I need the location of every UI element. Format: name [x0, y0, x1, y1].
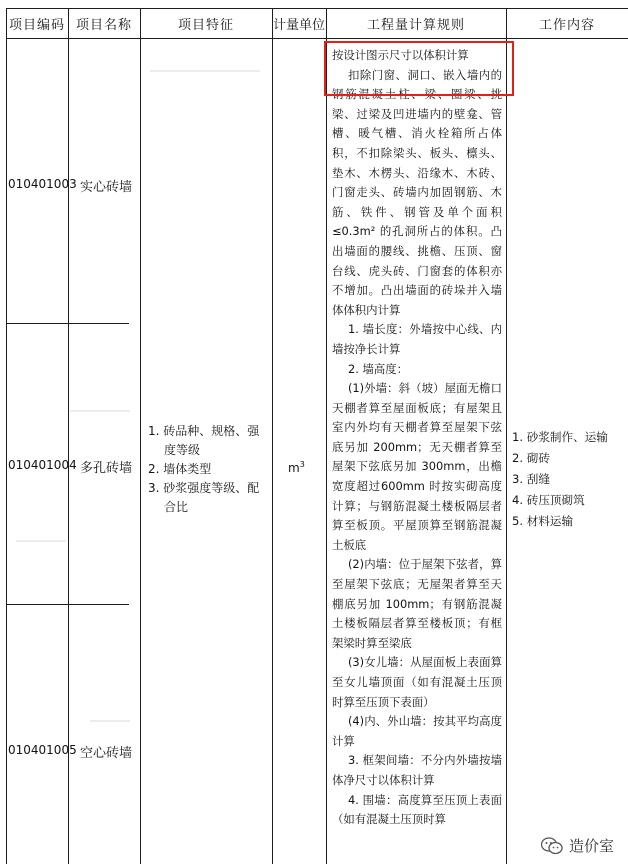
header-unit: 计量单位 [272, 17, 325, 33]
item-features [148, 422, 270, 517]
feature-line: 2. 墙体类型 [148, 462, 212, 476]
bleed-through-mark [70, 410, 130, 412]
bleed-through-mark [16, 540, 66, 542]
rule-paragraph: 扣除门窗、洞口、嵌入墙内的钢筋混凝土柱、梁、圈梁、挑梁、过梁及凹进墙内的壁龛、管槽、暖气槽、消火栓箱所占体积，不扣除梁头、板头、檩头、垫木、木楞头、沿缘木、木砖、门窗走头、砖墙内加固钢筋、木筋、铁件、钢管及单个面积≤0.3m² 的孔洞所占的体积。凸出墙面的腰线、挑檐、压顶、窗台线、虎头砖、门窗套的体积亦不增加。凸出墙面的砖垛并入墙体体积内计算 [332, 67, 502, 317]
header-bottom-border [6, 38, 628, 39]
unit-base: m [288, 461, 300, 475]
unit-superscript: 3 [299, 460, 305, 469]
col-border [326, 8, 327, 864]
rule-paragraph: 2. 墙高度： [347, 361, 409, 376]
col-border [68, 8, 69, 864]
work-item: 2. 砌砖 [512, 451, 550, 465]
rule-paragraph: (2)内墙：位于屋架下弦者，算至屋架下弦底；无屋架者算至天棚底另加 100mm；有钢筋混凝土楼板隔层者算至楼板顶；有框架梁时算至梁底 [332, 557, 502, 650]
unit-label [288, 460, 305, 475]
watermark-text: 造价室 [568, 837, 614, 855]
col-border [272, 8, 273, 864]
feature-line: 3. 砂浆强度等级、配合比 [148, 481, 260, 514]
header-work-content: 工作内容 [538, 17, 595, 33]
work-item: 1. 砂浆制作、运输 [512, 430, 608, 444]
feature-line: 1. 砖品种、规格、强度等级 [148, 424, 260, 457]
header-item-features: 项目特征 [177, 17, 234, 33]
item-code: 010401003 [8, 177, 77, 191]
col-border [506, 8, 507, 864]
rule-paragraph: (1)外墙：斜（坡）屋面无檐口天棚者算至屋面板底；有屋架且室内外均有天棚者算至屋架下弦底另加 200mm；无天棚者算至屋架下弦底另加 300mm，出檐宽度超过600mm 时按实砌高度计算；与钢筋混凝土楼板隔层者算至板顶。平屋顶算至钢筋混凝土板底 [332, 381, 502, 552]
header-item-code: 项目编码 [8, 17, 65, 33]
item-code: 010401004 [8, 458, 77, 472]
rule-paragraph: (4)内、外山墙：按其平均高度计算 [332, 714, 502, 748]
watermark [541, 835, 614, 856]
work-item: 3. 刮缝 [512, 472, 550, 486]
rule-paragraph: 1. 墙长度：外墙按中心线、内墙按净长计算 [332, 322, 502, 356]
highlight-box [324, 41, 514, 96]
work-item: 4. 砖压顶砌筑 [512, 493, 585, 507]
rule-paragraph: (3)女儿墙：从屋面板上表面算至女儿墙顶面（如有混凝土压顶时算至压顶下表面） [332, 655, 502, 709]
item-name: 实心砖墙 [80, 180, 133, 195]
item-code: 010401005 [8, 743, 77, 757]
col-border [140, 8, 141, 864]
bleed-through-mark [90, 720, 130, 722]
header-calc-rules: 工程量计算规则 [366, 17, 465, 33]
calc-rules [332, 46, 502, 830]
work-item: 5. 材料运输 [512, 514, 574, 528]
rule-paragraph: 4. 围墙：高度算至压顶上表面（如有混凝土压顶时算 [332, 792, 502, 827]
item-name: 空心砖墙 [80, 746, 133, 761]
rule-paragraph: 3. 框架间墙：不分内外墙按墙体净尺寸以体积计算 [332, 753, 502, 787]
item-name: 多孔砖墙 [80, 461, 133, 476]
work-content [512, 427, 624, 532]
rule-paragraph: 按设计图示尺寸以体积计算 [332, 48, 469, 62]
col-border [6, 8, 7, 864]
wechat-icon [541, 837, 563, 855]
header-item-name: 项目名称 [75, 17, 132, 33]
bleed-through-mark [150, 70, 260, 72]
